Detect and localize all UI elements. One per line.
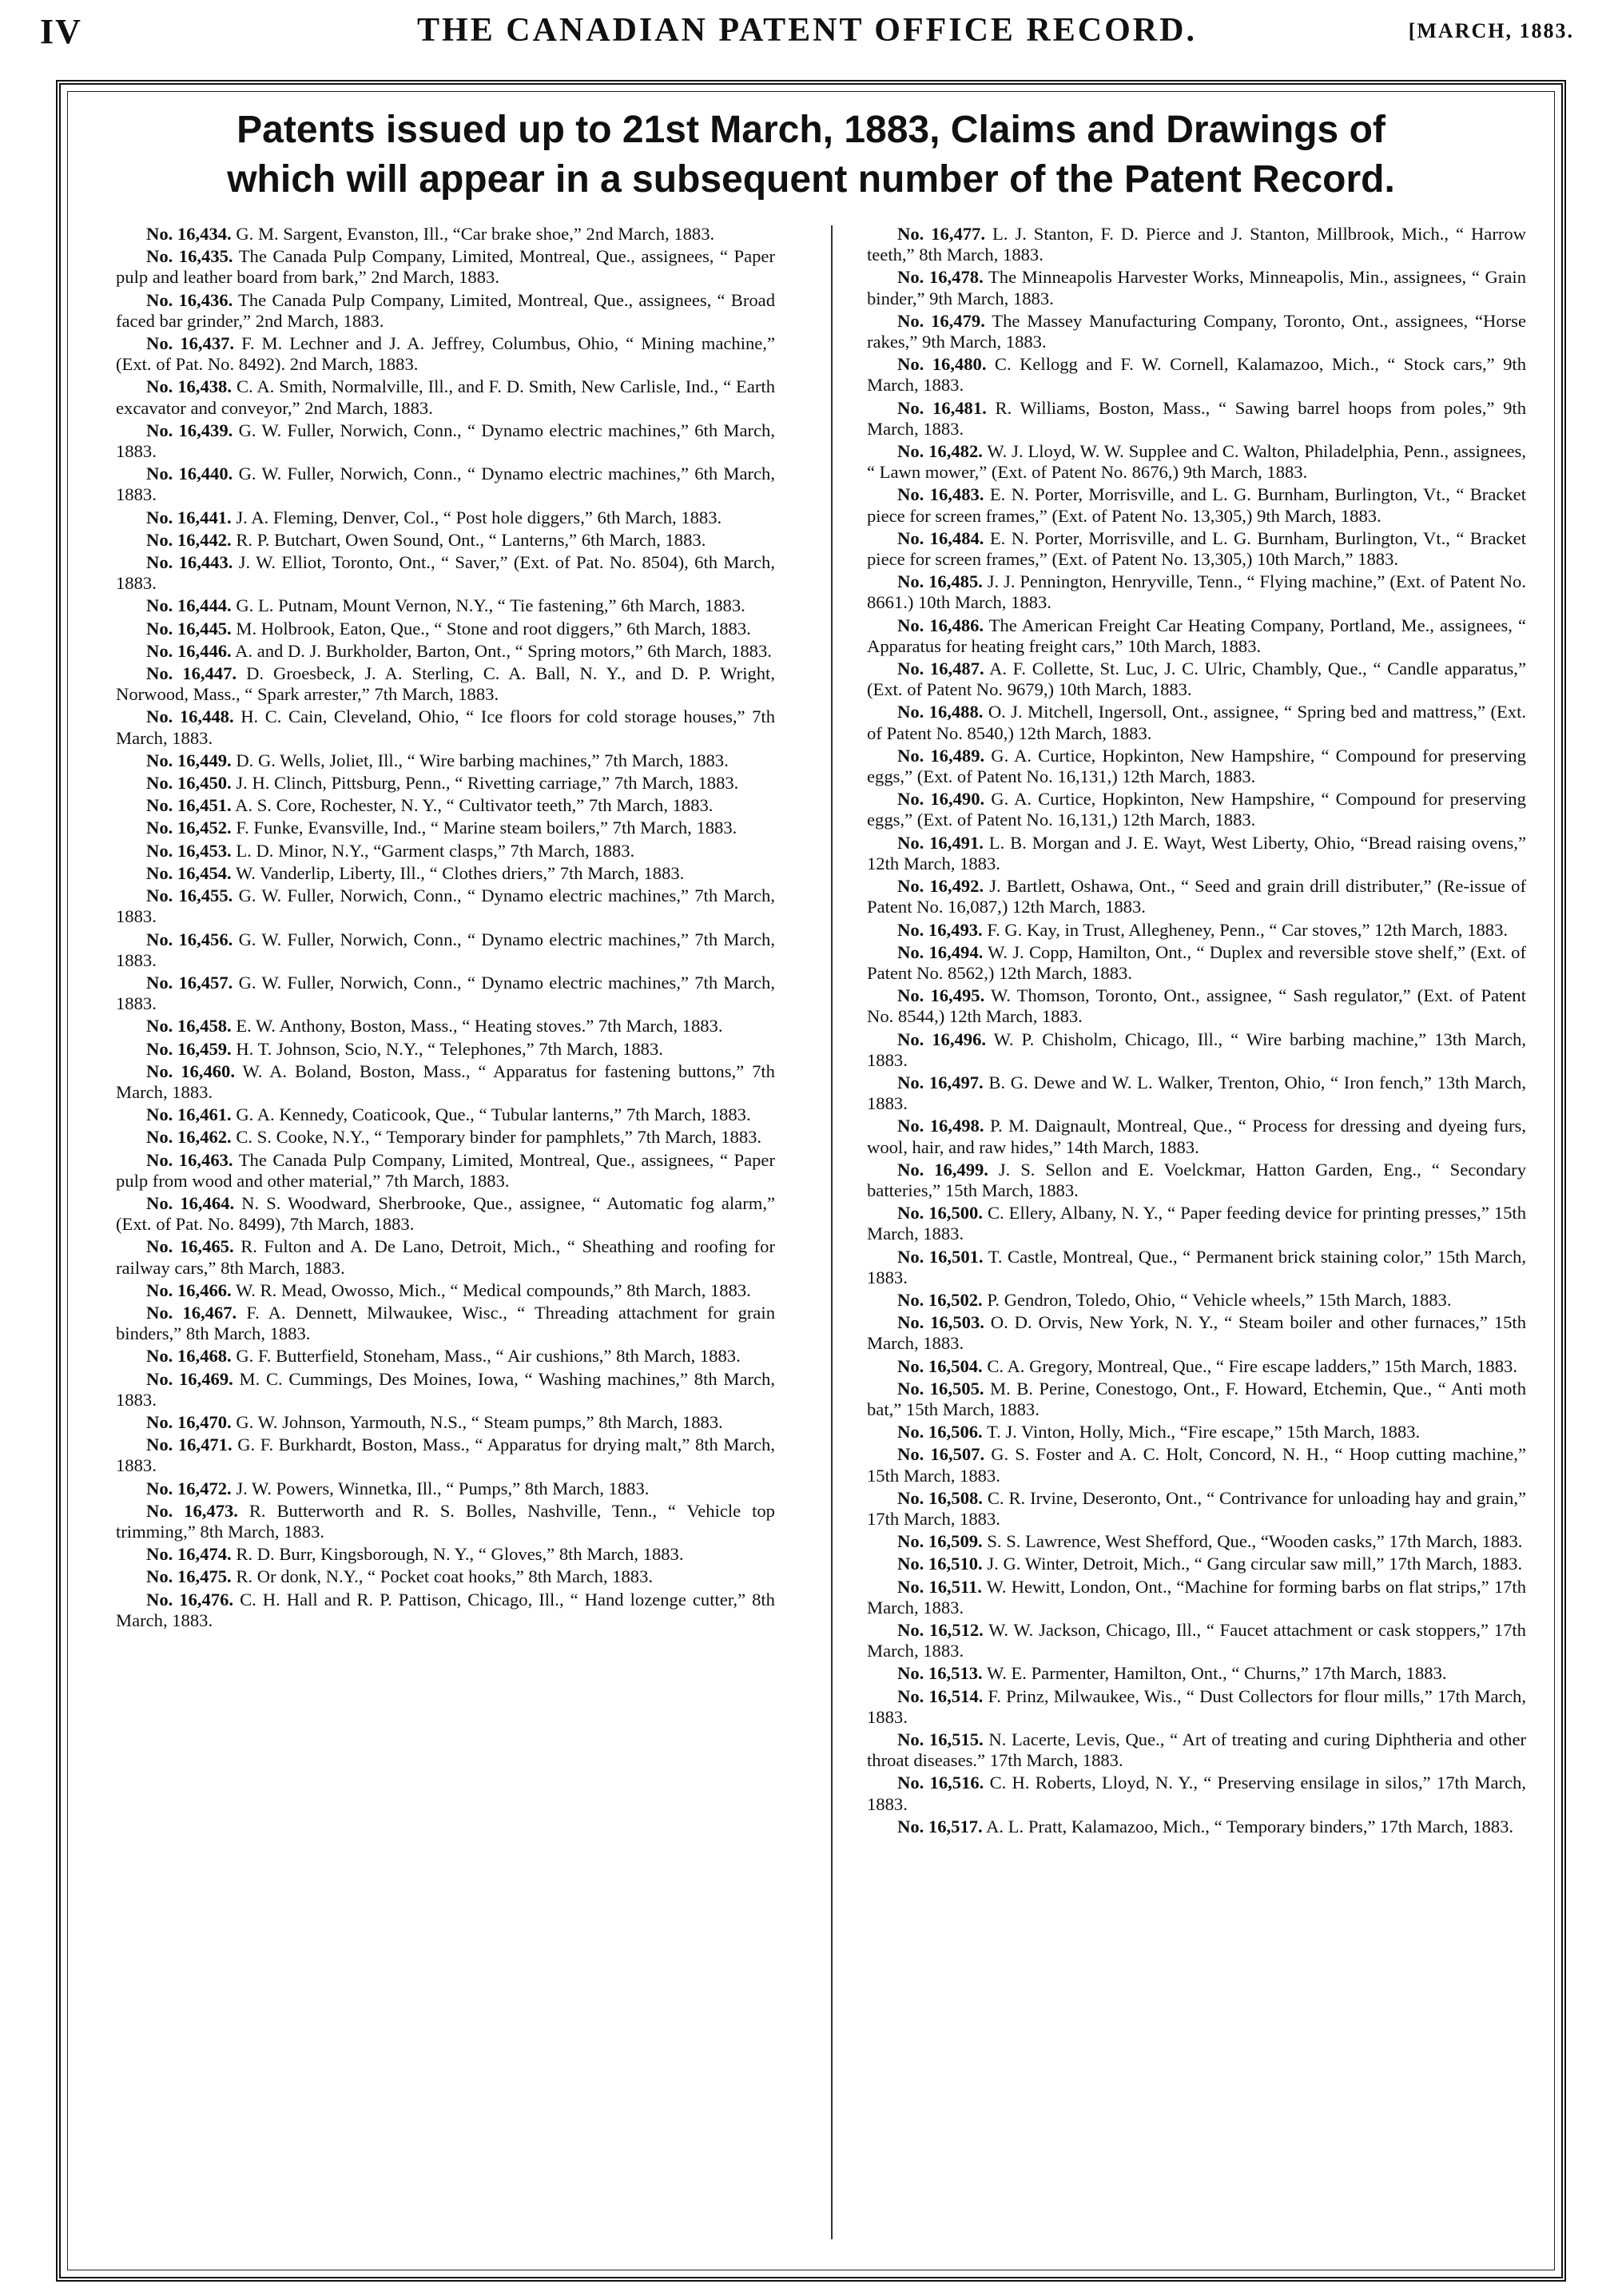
patent-details: J. W. Elliot, Toronto, Ont., “ Saver,” (Ext. of Pat. No. 8504), 6th March, 1883. — [116, 552, 775, 594]
patent-details: The Canada Pulp Company, Limited, Montreal, Que., assignees, “ Paper pulp from wood and other material,” 7th March, 1883. — [116, 1149, 775, 1191]
patent-number: No. 16,435. — [146, 246, 233, 267]
patent-entry — [867, 789, 1526, 830]
patent-details: J. S. Sellon and E. Voelckmar, Hatton Garden, Eng., “ Secondary batteries,” 15th March, 1883. — [867, 1159, 1526, 1200]
patent-number: No. 16,437. — [146, 333, 235, 354]
patent-details: W. Vanderlip, Liberty, Ill., “ Clothes driers,” 7th March, 1883. — [235, 862, 685, 883]
patent-number: No. 16,514. — [897, 1685, 984, 1706]
patent-entry — [116, 929, 775, 971]
patent-entry — [867, 1488, 1526, 1530]
patent-number: No. 16,509. — [897, 1531, 983, 1552]
patent-entry — [867, 833, 1526, 874]
patent-entry — [116, 376, 775, 418]
patent-number: No. 16,484. — [897, 527, 984, 548]
patent-details: D. G. Wells, Joliet, Ill., “ Wire barbing machines,” 7th March, 1883. — [236, 750, 729, 770]
patent-number: No. 16,442. — [146, 529, 232, 550]
patent-details: The Canada Pulp Company, Limited, Montreal, Que., assignees, “ Broad faced bar grinder,” 2nd March, 1883. — [116, 289, 775, 331]
patent-number: No. 16,475. — [146, 1566, 232, 1587]
patent-entry — [867, 484, 1526, 526]
patent-number: No. 16,474. — [146, 1544, 232, 1565]
journal-title: THE CANADIAN PATENT OFFICE RECORD. — [417, 12, 1197, 49]
patent-entry — [116, 464, 775, 505]
patent-number: No. 16,439. — [146, 420, 233, 440]
patent-number: No. 16,443. — [146, 552, 233, 573]
patent-number: No. 16,492. — [897, 876, 984, 897]
patent-entry — [867, 398, 1526, 440]
patent-entry — [116, 619, 775, 639]
patent-number: No. 16,452. — [146, 818, 232, 838]
patent-number: No. 16,513. — [897, 1663, 983, 1684]
patent-details: W. R. Mead, Owosso, Mich., “ Medical compounds,” 8th March, 1883. — [235, 1279, 751, 1300]
patent-number: No. 16,447. — [146, 663, 237, 684]
patent-entry — [867, 1247, 1526, 1288]
patent-details: G. A. Curtice, Hopkinton, New Hampshire, “ Compound for preserving eggs,” (Ext. of Patent No. 16,131,) 12th March, 1883. — [867, 745, 1526, 787]
patent-number: No. 16,485. — [897, 571, 983, 592]
patent-number: No. 16,451. — [146, 795, 232, 816]
patent-number: No. 16,462. — [146, 1127, 232, 1148]
patent-entry — [116, 290, 775, 332]
patent-details: L. D. Minor, N.Y., “Garment clasps,” 7th March, 1883. — [236, 840, 635, 861]
patent-number: No. 16,465. — [146, 1236, 234, 1257]
patent-details: G. W. Fuller, Norwich, Conn., “ Dynamo electric machines,” 7th March, 1883. — [116, 972, 775, 1014]
patent-number: No. 16,487. — [897, 659, 984, 679]
patent-number: No. 16,463. — [146, 1149, 233, 1170]
patent-details: L. B. Morgan and J. E. Wayt, West Liberty, Ohio, “Bread raising ovens,” 12th March, 1883. — [867, 832, 1526, 873]
patent-number: No. 16,507. — [897, 1444, 985, 1465]
patent-number: No. 16,446. — [146, 640, 232, 661]
patent-entry — [867, 1116, 1526, 1157]
patent-details: W. Thomson, Toronto, Ont., assignee, “ Sash regulator,” (Ext. of Patent No. 8544,) 12th March, 1883. — [867, 985, 1526, 1027]
patent-details: G. W. Fuller, Norwich, Conn., “ Dynamo electric machines,” 7th March, 1883. — [116, 885, 775, 927]
patent-number: No. 16,481. — [897, 397, 987, 418]
patent-entry — [116, 1127, 775, 1148]
patent-details: E. W. Anthony, Boston, Mass., “ Heating stoves.” 7th March, 1883. — [236, 1016, 723, 1037]
patent-entry — [867, 659, 1526, 700]
patent-details: F. Prinz, Milwaukee, Wis., “ Dust Collectors for flour mills,” 17th March, 1883. — [867, 1685, 1526, 1727]
patent-details: O. D. Orvis, New York, N. Y., “ Steam boiler and other furnaces,” 15th March, 1883. — [867, 1312, 1526, 1354]
patent-details: R. P. Butchart, Owen Sound, Ont., “ Lanterns,” 6th March, 1883. — [236, 529, 706, 550]
patent-number: No. 16,454. — [146, 862, 232, 883]
patent-entry — [867, 441, 1526, 483]
patent-entry — [116, 1016, 775, 1037]
patent-details: M. C. Cummings, Des Moines, Iowa, “ Washing machines,” 8th March, 1883. — [116, 1368, 775, 1410]
patent-details: C. H. Roberts, Lloyd, N. Y., “ Preserving ensilage in silos,” 17th March, 1883. — [867, 1773, 1526, 1814]
patent-entry — [867, 920, 1526, 941]
right-column — [867, 224, 1526, 2254]
patent-details: O. J. Mitchell, Ingersoll, Ont., assignee, “ Spring bed and mattress,” (Ext. of Patent No. 8540,) 12th March, 1883. — [867, 702, 1526, 743]
patent-details: L. J. Stanton, F. D. Pierce and J. Stanton, Millbrook, Mich., “ Harrow teeth,” 8th March, 1883. — [867, 224, 1526, 265]
patent-details: G. M. Sargent, Evanston, Ill., “Car brake shoe,” 2nd March, 1883. — [236, 224, 715, 244]
patent-number: No. 16,460. — [146, 1060, 235, 1081]
patent-details: S. S. Lawrence, West Shefford, Que., “Wooden casks,” 17th March, 1883. — [987, 1531, 1523, 1552]
patent-number: No. 16,466. — [146, 1279, 232, 1300]
patent-number: No. 16,511. — [897, 1576, 982, 1597]
patent-number: No. 16,457. — [146, 972, 233, 993]
patent-entry — [867, 1160, 1526, 1201]
headline-line-1: Patents issued up to 21st March, 1883, Claims and Drawings of — [237, 109, 1385, 151]
patent-entry — [116, 1412, 775, 1433]
patent-entry — [867, 1620, 1526, 1661]
patent-number: No. 16,461. — [146, 1104, 232, 1125]
patent-number: No. 16,434. — [146, 224, 232, 244]
patent-entry — [116, 1544, 775, 1565]
patent-details: W. W. Jackson, Chicago, Ill., “ Faucet attachment or cask stoppers,” 17th March, 1883. — [867, 1620, 1526, 1661]
patent-entry — [867, 1444, 1526, 1486]
patent-number: No. 16,499. — [897, 1159, 988, 1180]
patent-entry — [116, 818, 775, 838]
patent-entry — [867, 1356, 1526, 1377]
patent-details: E. N. Porter, Morrisville, and L. G. Burnham, Burlington, Vt., “ Bracket piece for screen frames,” (Ext. of Patent No. 13,305,) 10th March,” 1883. — [867, 527, 1526, 570]
patent-details: C. A. Smith, Normalville, Ill., and F. D. Smith, New Carlisle, Ind., “ Earth excavator and conveyor,” 2nd March, 1883. — [116, 376, 775, 418]
patent-details: D. Groesbeck, J. A. Sterling, C. A. Ball, N. Y., and D. P. Wright, Norwood, Mass., “ Spark arrester,” 7th March, 1883. — [116, 663, 775, 705]
issue-date: [MARCH, 1883. — [1408, 19, 1574, 42]
patent-details: F. Funke, Evansville, Ind., “ Marine steam boilers,” 7th March, 1883. — [236, 818, 737, 838]
patent-entry — [867, 1686, 1526, 1728]
patent-entry — [867, 311, 1526, 352]
patent-entry — [116, 530, 775, 551]
patent-number: No. 16,479. — [897, 310, 985, 331]
patent-number: No. 16,493. — [897, 919, 983, 940]
patent-details: W. Hewitt, London, Ont., “Machine for forming barbs on flat strips,” 17th March, 1883. — [867, 1576, 1526, 1618]
patent-details: C. A. Gregory, Montreal, Que., “ Fire escape ladders,” 15th March, 1883. — [987, 1355, 1517, 1376]
patent-details: J. W. Powers, Winnetka, Ill., “ Pumps,” 8th March, 1883. — [236, 1478, 650, 1498]
patent-details: E. N. Porter, Morrisville, and L. G. Burnham, Burlington, Vt., “ Bracket piece for screen frames,” (Ext. of Patent No. 13,305,) 9th March, 1883. — [867, 484, 1526, 526]
patent-entry — [116, 1193, 775, 1235]
patent-number: No. 16,494. — [897, 941, 984, 962]
patent-entry — [867, 1817, 1526, 1837]
patent-number: No. 16,491. — [897, 832, 984, 853]
patent-details: T. J. Vinton, Holly, Mich., “Fire escape,” 15th March, 1883. — [986, 1422, 1421, 1442]
patent-details: A. and D. J. Burkholder, Barton, Ont., “ Spring motors,” 6th March, 1883. — [235, 640, 772, 661]
patent-number: No. 16,483. — [897, 484, 984, 505]
patent-entry — [116, 1566, 775, 1587]
patent-number: No. 16,438. — [146, 376, 232, 397]
patent-number: No. 16,505. — [897, 1378, 984, 1399]
patent-entry — [116, 773, 775, 794]
patent-entry — [867, 1072, 1526, 1114]
patent-number: No. 16,456. — [146, 929, 233, 949]
patent-details: F. M. Lechner and J. A. Jeffrey, Columbus, Ohio, “ Mining machine,” (Ext. of Pat. No. 8492). 2nd March, 1883. — [116, 333, 775, 375]
patent-number: No. 16,508. — [897, 1487, 983, 1508]
patent-entry — [867, 1577, 1526, 1618]
patent-details: R. Williams, Boston, Mass., “ Sawing barrel hoops from poles,” 9th March, 1883. — [867, 397, 1526, 439]
patent-details: H. T. Johnson, Scio, N.Y., “ Telephones,” 7th March, 1883. — [236, 1038, 663, 1059]
patent-entry — [116, 1435, 775, 1476]
patent-number: No. 16,476. — [146, 1589, 234, 1610]
patent-details: R. D. Burr, Kingsborough, N. Y., “ Gloves,” 8th March, 1883. — [236, 1544, 684, 1565]
patent-entry — [867, 1422, 1526, 1442]
patent-number: No. 16,448. — [146, 706, 234, 727]
patent-entry — [867, 528, 1526, 570]
patent-number: No. 16,459. — [146, 1038, 232, 1059]
patent-entry — [116, 1346, 775, 1367]
patent-details: G. L. Putnam, Mount Vernon, N.Y., “ Tie fastening,” 6th March, 1883. — [236, 595, 745, 616]
patent-entry — [867, 942, 1526, 984]
patent-number: No. 16,502. — [897, 1289, 983, 1310]
patent-details: W. A. Boland, Boston, Mass., “ Apparatus for fastening buttons,” 7th March, 1883. — [116, 1060, 775, 1102]
patent-entry — [867, 571, 1526, 613]
patent-details: H. C. Cain, Cleveland, Ohio, “ Ice floors for cold storage houses,” 7th March, 1883. — [116, 706, 775, 748]
patent-entry — [116, 1236, 775, 1278]
patent-entry — [116, 1369, 775, 1411]
patent-details: M. B. Perine, Conestogo, Ont., F. Howard, Etchemin, Que., “ Anti moth bat,” 15th March, 1883. — [867, 1378, 1526, 1419]
patent-details: R. Fulton and A. De Lano, Detroit, Mich., “ Sheathing and roofing for railway cars,” 8th March, 1883. — [116, 1236, 775, 1278]
patent-details: G. A. Kennedy, Coaticook, Que., “ Tubular lanterns,” 7th March, 1883. — [236, 1104, 751, 1125]
patent-entry — [116, 1590, 775, 1631]
patent-entry — [867, 1379, 1526, 1420]
patent-number: No. 16,486. — [897, 615, 984, 635]
patent-entry — [867, 1312, 1526, 1354]
patent-number: No. 16,441. — [146, 507, 232, 527]
running-head — [40, 10, 1574, 51]
patent-details: C. R. Irvine, Deseronto, Ont., “ Contrivance for unloading hay and grain,” 17th March, 1883. — [867, 1487, 1526, 1529]
patent-details: G. F. Burkhardt, Boston, Mass., “ Apparatus for drying malt,” 8th March, 1883. — [116, 1435, 775, 1476]
patent-details: C. H. Hall and R. P. Pattison, Chicago, Ill., “ Hand lozenge cutter,” 8th March, 1883. — [116, 1589, 775, 1630]
patent-number: No. 16,444. — [146, 595, 232, 616]
patent-entry — [867, 224, 1526, 265]
patent-number: No. 16,506. — [897, 1422, 983, 1442]
patent-number: No. 16,473. — [146, 1500, 238, 1521]
patent-details: W. J. Lloyd, W. W. Supplee and C. Walton, Philadelphia, Penn., assignees, “ Lawn mower,” (Ext. of Patent No. 8676,) 9th March, 1883. — [867, 441, 1526, 483]
patent-number: No. 16,436. — [146, 289, 233, 310]
left-column — [116, 224, 775, 2254]
patent-number: No. 16,458. — [146, 1016, 232, 1037]
patent-number: No. 16,468. — [146, 1346, 232, 1367]
patent-number: No. 16,449. — [146, 750, 232, 770]
patent-entry — [867, 985, 1526, 1027]
patent-number: No. 16,488. — [897, 702, 984, 722]
patent-details: T. Castle, Montreal, Que., “ Permanent brick staining color,” 15th March, 1883. — [867, 1246, 1526, 1287]
patent-number: No. 16,450. — [146, 773, 232, 794]
patent-entry — [116, 224, 775, 245]
patent-details: B. G. Dewe and W. L. Walker, Trenton, Ohio, “ Iron fench,” 13th March, 1883. — [867, 1072, 1526, 1114]
patent-details: F. G. Kay, in Trust, Allegheney, Penn., “ Car stoves,” 12th March, 1883. — [987, 919, 1509, 940]
patent-details: P. Gendron, Toledo, Ohio, “ Vehicle wheels,” 15th March, 1883. — [987, 1289, 1452, 1310]
patent-number: No. 16,478. — [897, 267, 984, 288]
patent-number: No. 16,469. — [146, 1368, 233, 1389]
patent-number: No. 16,467. — [146, 1302, 237, 1323]
patent-entry — [867, 702, 1526, 743]
patent-entry — [116, 1061, 775, 1103]
patent-details: R. Butterworth and R. S. Bolles, Nashville, Tenn., “ Vehicle top trimming,” 8th March, 1883. — [116, 1500, 775, 1542]
patent-entry — [116, 552, 775, 594]
patent-details: A. L. Pratt, Kalamazoo, Mich., “ Temporary binders,” 17th March, 1883. — [986, 1816, 1514, 1836]
patent-number: No. 16,445. — [146, 618, 232, 639]
patent-number: No. 16,512. — [897, 1620, 984, 1640]
patent-details: J. A. Fleming, Denver, Col., “ Post hole diggers,” 6th March, 1883. — [236, 507, 722, 527]
patent-entry — [867, 1290, 1526, 1311]
patent-entry — [116, 841, 775, 861]
patent-entry — [116, 1303, 775, 1344]
patent-number: No. 16,455. — [146, 885, 233, 906]
patent-entry — [116, 885, 775, 927]
patent-number: No. 16,482. — [897, 441, 983, 462]
patent-number: No. 16,503. — [897, 1312, 984, 1333]
patent-entry — [116, 663, 775, 705]
patent-number: No. 16,471. — [146, 1435, 233, 1455]
column-divider — [831, 225, 833, 2239]
patent-details: G. W. Fuller, Norwich, Conn., “ Dynamo electric machines,” 6th March, 1883. — [116, 420, 775, 462]
patent-details: G. W. Fuller, Norwich, Conn., “ Dynamo electric machines,” 7th March, 1883. — [116, 929, 775, 970]
patent-details: J. J. Pennington, Henryville, Tenn., “ Flying machine,” (Ext. of Patent No. 8661.) 10th March, 1883. — [867, 571, 1526, 613]
patent-details: M. Holbrook, Eaton, Que., “ Stone and root diggers,” 6th March, 1883. — [236, 618, 751, 639]
patent-details: J. G. Winter, Detroit, Mich., “ Gang circular saw mill,” 17th March, 1883. — [987, 1554, 1523, 1574]
patent-number: No. 16,490. — [897, 789, 985, 810]
patent-number: No. 16,472. — [146, 1478, 232, 1498]
patent-number: No. 16,495. — [897, 985, 985, 1006]
patent-details: G. A. Curtice, Hopkinton, New Hampshire, “ Compound for preserving eggs,” (Ext. of Patent No. 16,131,) 12th March, 1883. — [867, 789, 1526, 830]
patent-entry — [867, 615, 1526, 657]
patent-number: No. 16,453. — [146, 840, 232, 861]
patent-entry — [116, 1478, 775, 1499]
patent-details: W. E. Parmenter, Hamilton, Ont., “ Churns,” 17th March, 1883. — [986, 1663, 1447, 1684]
patent-details: G. W. Johnson, Yarmouth, N.S., “ Steam pumps,” 8th March, 1883. — [236, 1411, 723, 1432]
patent-entry — [116, 1280, 775, 1301]
patent-entry — [867, 746, 1526, 787]
patent-details: W. P. Chisholm, Chicago, Ill., “ Wire barbing machine,” 13th March, 1883. — [867, 1029, 1526, 1070]
patent-entry — [116, 1501, 775, 1542]
patent-details: C. Kellogg and F. W. Cornell, Kalamazoo, Mich., “ Stock cars,” 9th March, 1883. — [867, 354, 1526, 396]
patent-number: No. 16,510. — [897, 1554, 983, 1574]
patent-number: No. 16,500. — [897, 1203, 983, 1224]
patent-number: No. 16,477. — [897, 224, 986, 244]
patent-entry — [116, 863, 775, 884]
patent-details: W. J. Copp, Hamilton, Ont., “ Duplex and reversible stove shelf,” (Ext. of Patent No. 8562,) 12th March, 1883. — [867, 941, 1526, 983]
patent-entry — [116, 706, 775, 748]
patent-entry — [116, 595, 775, 616]
patent-entry — [116, 973, 775, 1014]
patent-entry — [116, 246, 775, 288]
patent-number: No. 16,504. — [897, 1355, 983, 1376]
patent-number: No. 16,516. — [897, 1773, 984, 1793]
patent-details: N. S. Woodward, Sherbrooke, Que., assignee, “ Automatic fog alarm,” (Ext. of Pat. No. 8499), 7th March, 1883. — [116, 1192, 775, 1235]
patent-number: No. 16,496. — [897, 1029, 987, 1049]
patent-details: The American Freight Car Heating Company, Portland, Me., assignees, “ Apparatus for heating freight cars,” 10th March, 1883. — [867, 615, 1526, 656]
patent-details: P. M. Daignault, Montreal, Que., “ Process for dressing and dyeing furs, wool, hair, and raw hides,” 14th March, 1883. — [867, 1116, 1526, 1157]
patent-entry — [116, 1104, 775, 1125]
patent-entry — [116, 333, 775, 375]
patent-entry — [116, 507, 775, 528]
patent-details: J. H. Clinch, Pittsburg, Penn., “ Rivetting carriage,” 7th March, 1883. — [236, 773, 739, 794]
patent-entry — [116, 1039, 775, 1060]
patent-entry — [867, 876, 1526, 917]
patent-number: No. 16,517. — [897, 1816, 983, 1836]
patent-entry — [116, 750, 775, 771]
patent-details: J. Bartlett, Oshawa, Ont., “ Seed and grain drill distributer,” (Re-issue of Patent No. 16,087,) 12th March, 1883. — [867, 876, 1526, 917]
patent-number: No. 16,498. — [897, 1116, 984, 1136]
headline-line-2: which will appear in a subsequent number of the Patent Record. — [227, 158, 1395, 201]
patent-details: A. S. Core, Rochester, N. Y., “ Cultivator teeth,” 7th March, 1883. — [235, 795, 714, 816]
patent-entry — [867, 1729, 1526, 1771]
page-number: IV — [40, 12, 82, 51]
patent-number: No. 16,470. — [146, 1411, 232, 1432]
patent-details: The Canada Pulp Company, Limited, Montreal, Que., assignees, “ Paper pulp and leather board from bark,” 2nd March, 1883. — [116, 246, 775, 288]
patent-entry — [867, 1531, 1526, 1552]
patent-details: G. F. Butterfield, Stoneham, Mass., “ Air cushions,” 8th March, 1883. — [236, 1346, 741, 1367]
patent-details: R. Or donk, N.Y., “ Pocket coat hooks,” 8th March, 1883. — [236, 1566, 654, 1587]
patent-number: No. 16,497. — [897, 1072, 984, 1092]
patent-number: No. 16,501. — [897, 1246, 984, 1267]
patent-entry — [116, 641, 775, 662]
patent-entry — [116, 1150, 775, 1192]
patent-details: The Massey Manufacturing Company, Toronto, Ont., assignees, “Horse rakes,” 9th March, 1883. — [867, 310, 1526, 352]
patent-entry — [867, 1773, 1526, 1814]
patent-entry — [867, 1029, 1526, 1071]
patent-entry — [867, 1203, 1526, 1244]
patent-details: C. Ellery, Albany, N. Y., “ Paper feeding device for printing presses,” 15th March, 1883. — [867, 1203, 1526, 1244]
patent-number: No. 16,464. — [146, 1192, 235, 1213]
patent-details: N. Lacerte, Levis, Que., “ Art of treating and curing Diphtheria and other throat diseases.” 17th March, 1883. — [867, 1729, 1526, 1771]
patent-details: G. W. Fuller, Norwich, Conn., “ Dynamo electric machines,” 6th March, 1883. — [116, 464, 775, 505]
section-headline — [76, 105, 1546, 205]
patent-details: The Minneapolis Harvester Works, Minneapolis, Min., assignees, “ Grain binder,” 9th March, 1883. — [867, 267, 1526, 308]
patent-entry — [116, 795, 775, 816]
patent-number: No. 16,480. — [897, 354, 987, 375]
patent-details: C. S. Cooke, N.Y., “ Temporary binder for pamphlets,” 7th March, 1883. — [236, 1127, 762, 1148]
patent-number: No. 16,515. — [897, 1729, 984, 1750]
patent-entry — [867, 1554, 1526, 1574]
patent-number: No. 16,489. — [897, 745, 985, 766]
patent-details: G. S. Foster and A. C. Holt, Concord, N. H., “ Hoop cutting machine,” 15th March, 1883. — [867, 1444, 1526, 1486]
patent-number: No. 16,440. — [146, 464, 233, 484]
patent-entry — [867, 1663, 1526, 1684]
patent-entry — [867, 354, 1526, 396]
patent-entry — [867, 267, 1526, 308]
patent-entry — [116, 420, 775, 462]
patent-details: F. A. Dennett, Milwaukee, Wisc., “ Threading attachment for grain binders,” 8th March, 1883. — [116, 1302, 775, 1344]
patent-details: A. F. Collette, St. Luc, J. C. Ulric, Chambly, Que., “ Candle apparatus,” (Ext. of Patent No. 9679,) 10th March, 1883. — [867, 659, 1526, 700]
